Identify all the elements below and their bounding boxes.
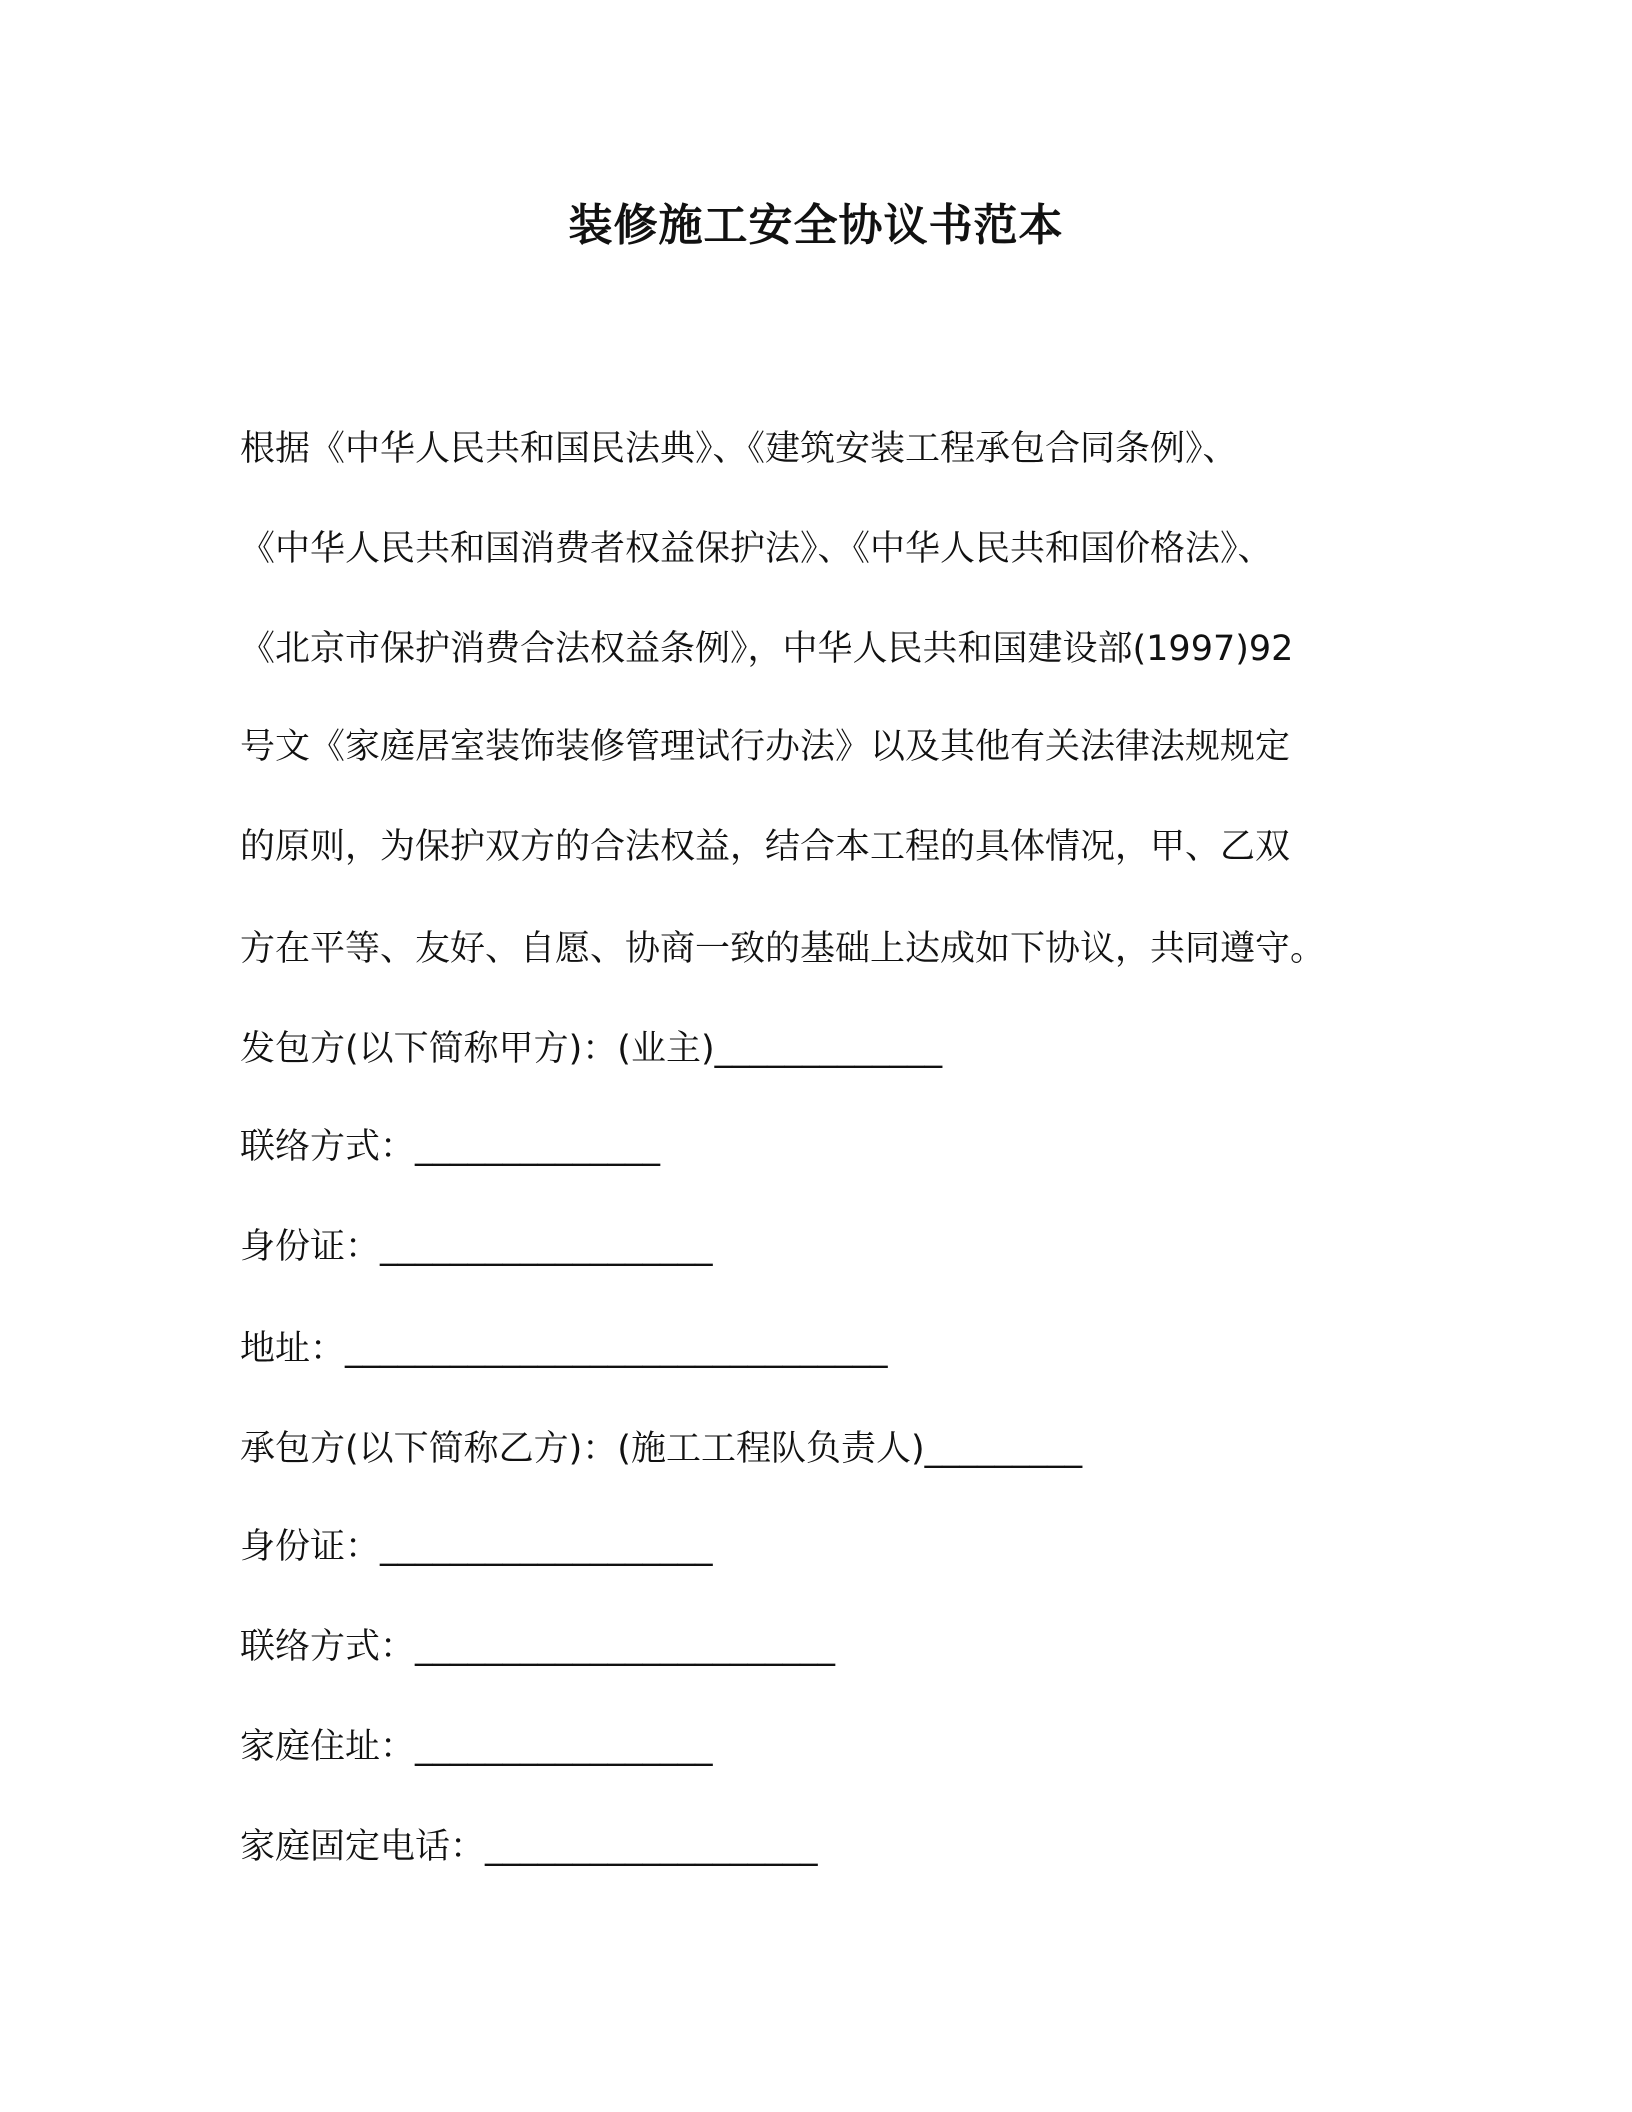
field-party-a-contact: 联络方式：______________: [240, 1127, 661, 1167]
preamble-line-5: 的原则，为保护双方的合法权益，结合本工程的具体情况，甲、乙双: [240, 827, 1291, 867]
preamble-line-3: 《北京市保护消费合法权益条例》，中华人民共和国建设部(1997)92: [240, 629, 1294, 669]
field-party-b-contact: 联络方式：________________________: [240, 1627, 836, 1667]
field-party-a: 发包方(以下简称甲方)：(业主)_____________: [240, 1029, 943, 1069]
preamble-line-6: 方在平等、友好、自愿、协商一致的基础上达成如下协议，共同遵守。: [240, 929, 1326, 969]
field-party-b-home-address: 家庭住址：_________________: [240, 1727, 713, 1767]
field-party-b: 承包方(以下简称乙方)：(施工工程队负责人)_________: [240, 1429, 1083, 1469]
field-party-a-id: 身份证：___________________: [240, 1227, 713, 1267]
field-party-a-address: 地址：_______________________________: [240, 1329, 888, 1369]
preamble-line-2: 《中华人民共和国消费者权益保护法》、《中华人民共和国价格法》、: [240, 529, 1273, 569]
preamble-line-1: 根据《中华人民共和国民法典》、《建筑安装工程承包合同条例》、: [240, 429, 1238, 469]
document-title: 装修施工安全协议书范本: [568, 200, 1064, 251]
preamble-line-4: 号文《家庭居室装饰装修管理试行办法》以及其他有关法律法规规定: [240, 727, 1291, 767]
field-party-b-home-phone: 家庭固定电话：___________________: [240, 1827, 818, 1867]
field-party-b-id: 身份证：___________________: [240, 1527, 713, 1567]
